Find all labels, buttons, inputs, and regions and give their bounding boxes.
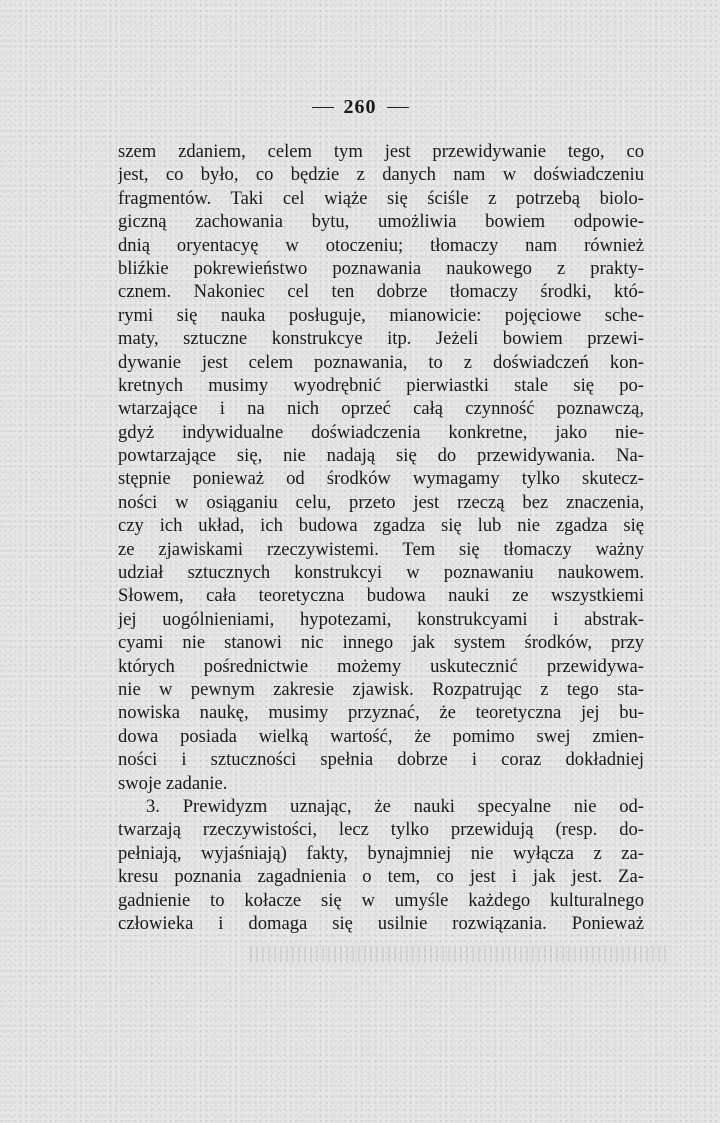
dash-left-icon [312, 107, 334, 108]
text-line: jest, co było, co będzie z danych nam w doświadczeniu [118, 164, 644, 186]
text-line: ności w osiąganiu celu, przeto jest rzeczą bez znaczenia, [118, 491, 644, 513]
text-line: wtarzające i na nich oprzeć całą czynność poznawczą, [118, 398, 644, 420]
text-line: nowiska naukę, musimy przyznać, że teoretyczna jej bu- [118, 702, 644, 724]
text-line: dywanie jest celem poznawania, to z doświadczeń kon- [118, 351, 644, 373]
text-line: ności i sztuczności spełnia dobrze i coraz dokładniej [118, 749, 644, 771]
body-text [118, 140, 644, 935]
text-line: rymi się nauka posługuje, mianowicie: pojęciowe sche- [118, 304, 644, 326]
text-line: szem zdaniem, celem tym jest przewidywanie tego, co [118, 141, 644, 162]
text-line: jej uogólnieniami, hypotezami, konstrukcyami i abstrak- [118, 608, 644, 630]
text-line: fragmentów. Taki cel wiąże się ściśle z potrzebą biolo- [118, 187, 644, 209]
text-line: gdyż indywidualne doświadczenia konkretne, jako nie- [118, 421, 644, 443]
text-line: cyami nie stanowi nic innego jak system środków, przy [118, 632, 644, 654]
text-line: dowa posiada wielką wartość, że pomimo swej zmien- [118, 725, 644, 747]
bleed-through-texture [250, 946, 670, 962]
text-line: gadnienie to kołacze się w umyśle każdego kulturalnego [118, 889, 644, 911]
text-line: kretnych musimy wyodrębnić pierwiastki stale się po- [118, 374, 644, 396]
text-line: czy ich układ, ich budowa zgadza się lub nie zgadza się [118, 515, 644, 537]
text-line: nie w pewnym zakresie zjawisk. Rozpatrując z tego sta- [118, 678, 644, 700]
text-line: bliźkie pokrewieństwo poznawania naukowego z prakty- [118, 257, 644, 279]
text-line: powtarzające się, nie nadają się do przewidywania. Na- [118, 445, 644, 467]
paragraph-end-line: swoje zadanie. [118, 772, 228, 794]
text-line: ze zjawiskami rzeczywistemi. Tem się tłomaczy ważny [118, 538, 644, 560]
text-line: cznem. Nakoniec cel ten dobrze tłomaczy środki, któ- [118, 281, 644, 303]
text-line: maty, sztuczne konstrukcye itp. Jeżeli bowiem przewi- [118, 328, 644, 350]
text-line: Słowem, cała teoretyczna budowa nauki ze wszystkiemi [118, 585, 644, 607]
text-line: człowieka i domaga się usilnie rozwiązania. Ponieważ [118, 912, 644, 934]
page-header [0, 96, 720, 119]
text-line: twarzają rzeczywistości, lecz tylko przewidują (resp. do- [118, 819, 644, 841]
text-line: dnią oryentacyę w otoczeniu; tłomaczy nam również [118, 234, 644, 256]
text-line: udział sztucznych konstrukcyi w poznawaniu naukowem. [118, 562, 644, 584]
text-line: których pośrednictwie możemy uskutecznić przewidywa- [118, 655, 644, 677]
text-line: kresu poznania zagadnienia o tem, co jest i jak jest. Za- [118, 866, 644, 888]
dash-right-icon [387, 107, 409, 108]
text-line: giczną zachowania bytu, umożliwia bowiem odpowie- [118, 211, 644, 233]
section-3-first-line: 3. Prewidyzm uznając, że nauki specyalne nie od- [146, 795, 644, 817]
page-number: 260 [343, 96, 377, 118]
text-line: pełniają, wyjaśniają) fakty, bynajmniej nie wyłącza z za- [118, 842, 644, 864]
text-line: stępnie ponieważ od środków wymagamy tylko skutecz- [118, 468, 644, 490]
